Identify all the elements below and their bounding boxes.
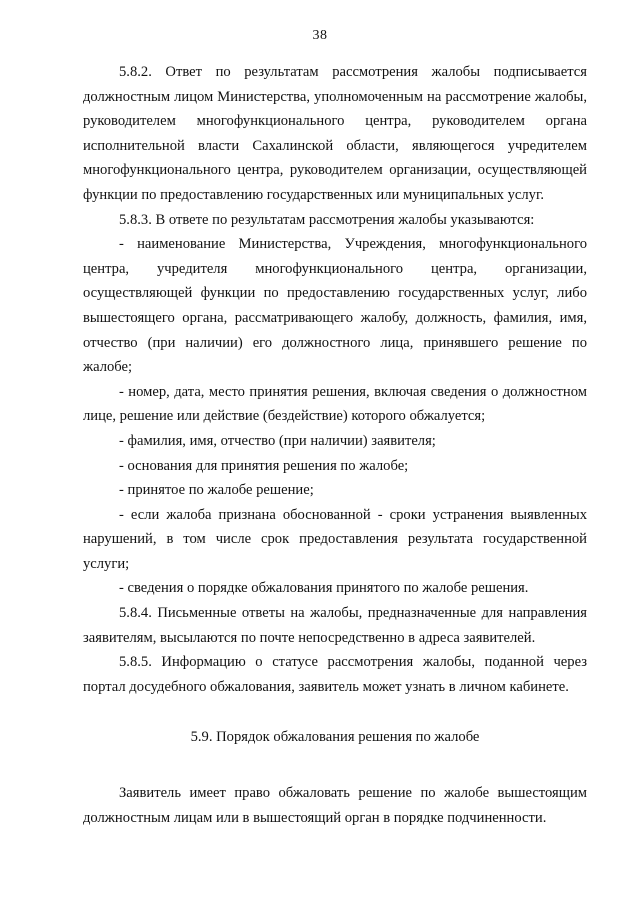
paragraph-5-8-4: 5.8.4. Письменные ответы на жалобы, предназначенные для направления заявителям, высылаются по почте непосредственно в адреса заявителей. xyxy=(83,605,587,646)
paragraph-5-8-2: 5.8.2. Ответ по результатам рассмотрения жалобы подписывается должностным лицом Министерства, уполномоченным на рассмотрение жалобы, руководителем многофункционального центра, руководителем органа исполнительной власти Сахалинской области, являющегося учредителем многофункционального центра, руководителем организации, осуществляющей функции по предоставлению государственных или муниципальных услуг. xyxy=(83,64,587,203)
paragraph-appeal-right: Заявитель имеет право обжаловать решение по жалобе вышестоящим должностным лицам или в вышестоящий орган в порядке подчиненности. xyxy=(83,785,587,826)
list-item-violation-deadlines: - если жалоба признана обоснованной - сроки устранения выявленных нарушений, в том числе срок предоставления результата государственной услуги; xyxy=(83,506,587,572)
paragraph-5-8-3: 5.8.3. В ответе по результатам рассмотрения жалобы указываются: xyxy=(119,211,535,228)
section-heading-5-9: 5.9. Порядок обжалования решения по жалобе xyxy=(190,729,480,746)
list-item-decision-grounds: - основания для принятия решения по жалобе; xyxy=(119,457,409,474)
paragraph-5-8-5: 5.8.5. Информацию о статусе рассмотрения жалобы, поданной через портал досудебного обжалования, заявитель может узнать в личном кабинете. xyxy=(83,654,587,695)
page-number: 38 xyxy=(312,28,328,43)
list-item-decision-taken: - принятое по жалобе решение; xyxy=(119,482,314,499)
list-item-decision-details: - номер, дата, место принятия решения, включая сведения о должностном лице, решение или действие (бездействие) которого обжалуется; xyxy=(83,383,587,425)
list-item-organization-name: - наименование Министерства, Учреждения, многофункционального центра, учредителя многофункционального центра, организации, осуществляющей функции по предоставлению государственных услуг, либо вышестоящего органа, рассматривающего жалобу, должность, фамилия, имя, отчество (при наличии) его должностного лица, принявшего решение по жалобе; xyxy=(83,236,587,376)
list-item-appeal-procedure: - сведения о порядке обжалования принятого по жалобе решения. xyxy=(119,580,529,597)
document-body xyxy=(83,60,587,830)
list-item-applicant-name: - фамилия, имя, отчество (при наличии) заявителя; xyxy=(119,432,436,449)
